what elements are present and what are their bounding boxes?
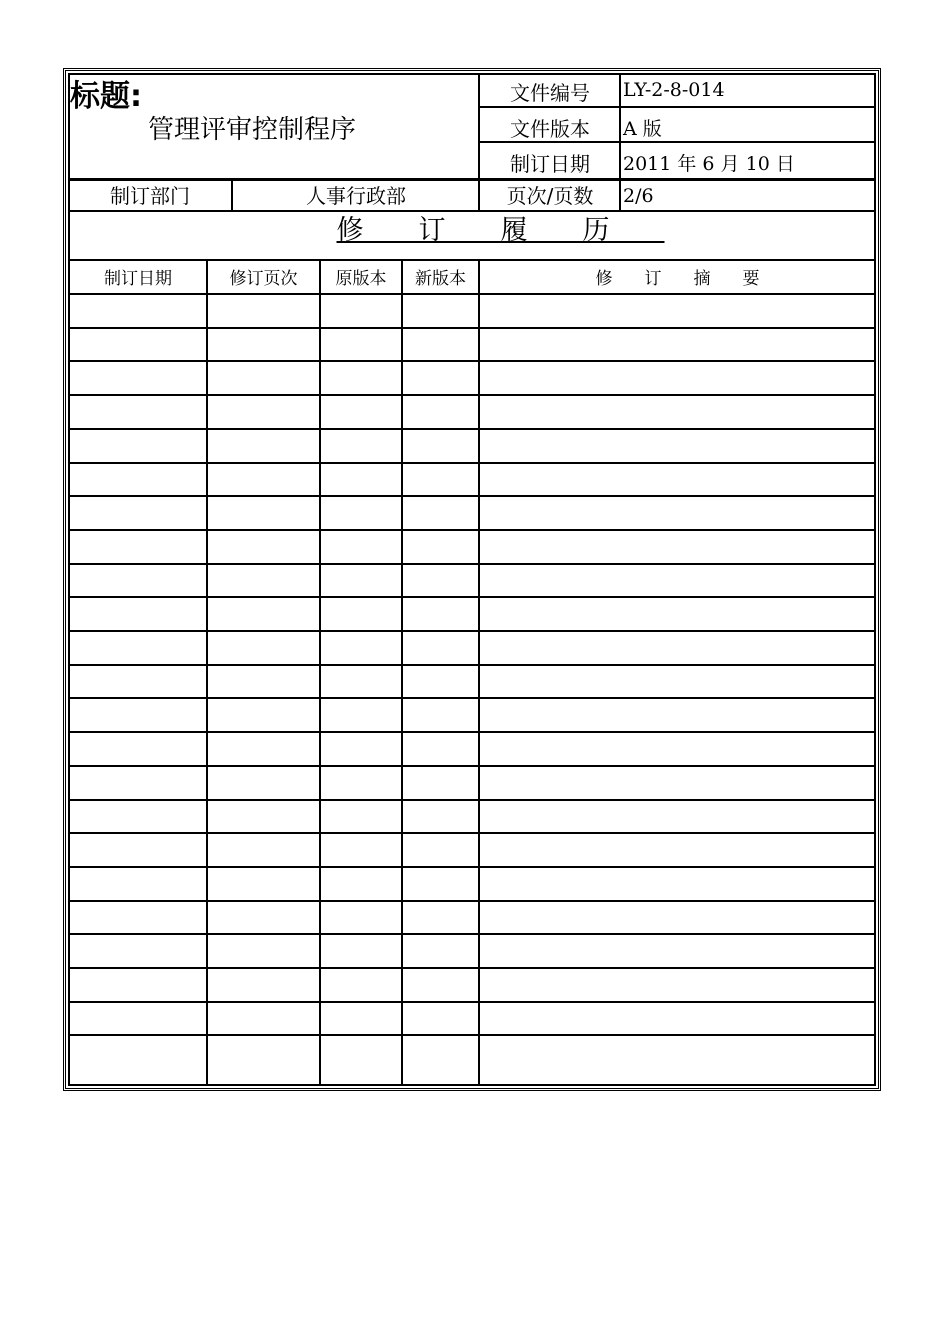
doc-version-label: 文件版本 bbox=[510, 117, 590, 141]
table-row bbox=[69, 462, 876, 464]
table-row bbox=[69, 866, 876, 868]
col-head-pages: 修订页次 bbox=[229, 269, 298, 289]
revision-history-title bbox=[70, 212, 876, 250]
col-head-summary-text: 修订摘要 bbox=[595, 269, 792, 289]
table-row bbox=[69, 563, 876, 565]
table-row bbox=[69, 630, 876, 632]
table-row bbox=[69, 664, 876, 666]
table-column-line bbox=[401, 259, 403, 1084]
table-row bbox=[69, 900, 876, 902]
table-row bbox=[69, 1034, 876, 1036]
table-row bbox=[69, 596, 876, 598]
col-head-old-version: 原版本 bbox=[335, 269, 387, 289]
dept-label: 制订部门 bbox=[110, 184, 190, 208]
table-row bbox=[69, 765, 876, 767]
table-row bbox=[69, 394, 876, 396]
table-row bbox=[69, 697, 876, 699]
doc-number-value: LY-2-8-014 bbox=[623, 79, 725, 101]
table-row bbox=[69, 799, 876, 801]
issue-date-label: 制订日期 bbox=[510, 152, 590, 176]
title-label: 标题: bbox=[70, 79, 142, 114]
table-header-line bbox=[69, 293, 876, 295]
table-row bbox=[69, 731, 876, 733]
table-row bbox=[69, 495, 876, 497]
table-row bbox=[69, 327, 876, 329]
table-column-line bbox=[319, 259, 321, 1084]
table-row bbox=[69, 967, 876, 969]
table-row bbox=[69, 933, 876, 935]
issue-date-value: 2011 年 6 月 10 日 bbox=[623, 153, 795, 175]
table-row bbox=[69, 428, 876, 430]
table-row bbox=[69, 360, 876, 362]
table-row bbox=[69, 832, 876, 834]
document-title: 管理评审控制程序 bbox=[148, 115, 357, 145]
dept-value: 人事行政部 bbox=[306, 184, 406, 208]
doc-number-label: 文件编号 bbox=[510, 81, 590, 105]
table-column-line bbox=[206, 259, 208, 1084]
header-bottom-line bbox=[69, 178, 876, 181]
doc-version-value: A 版 bbox=[623, 118, 662, 140]
col-head-new-version: 新版本 bbox=[415, 269, 466, 289]
page-value: 2/6 bbox=[623, 185, 654, 207]
col-head-summary bbox=[480, 264, 875, 294]
history-title-bottom-line bbox=[69, 259, 876, 261]
table-row bbox=[69, 529, 876, 531]
col-head-date: 制订日期 bbox=[104, 269, 172, 289]
revision-history-title-text: 修订履历 bbox=[336, 215, 665, 246]
table-row bbox=[69, 1001, 876, 1003]
page-label: 页次/页数 bbox=[506, 184, 594, 208]
table-column-line bbox=[478, 259, 480, 1084]
